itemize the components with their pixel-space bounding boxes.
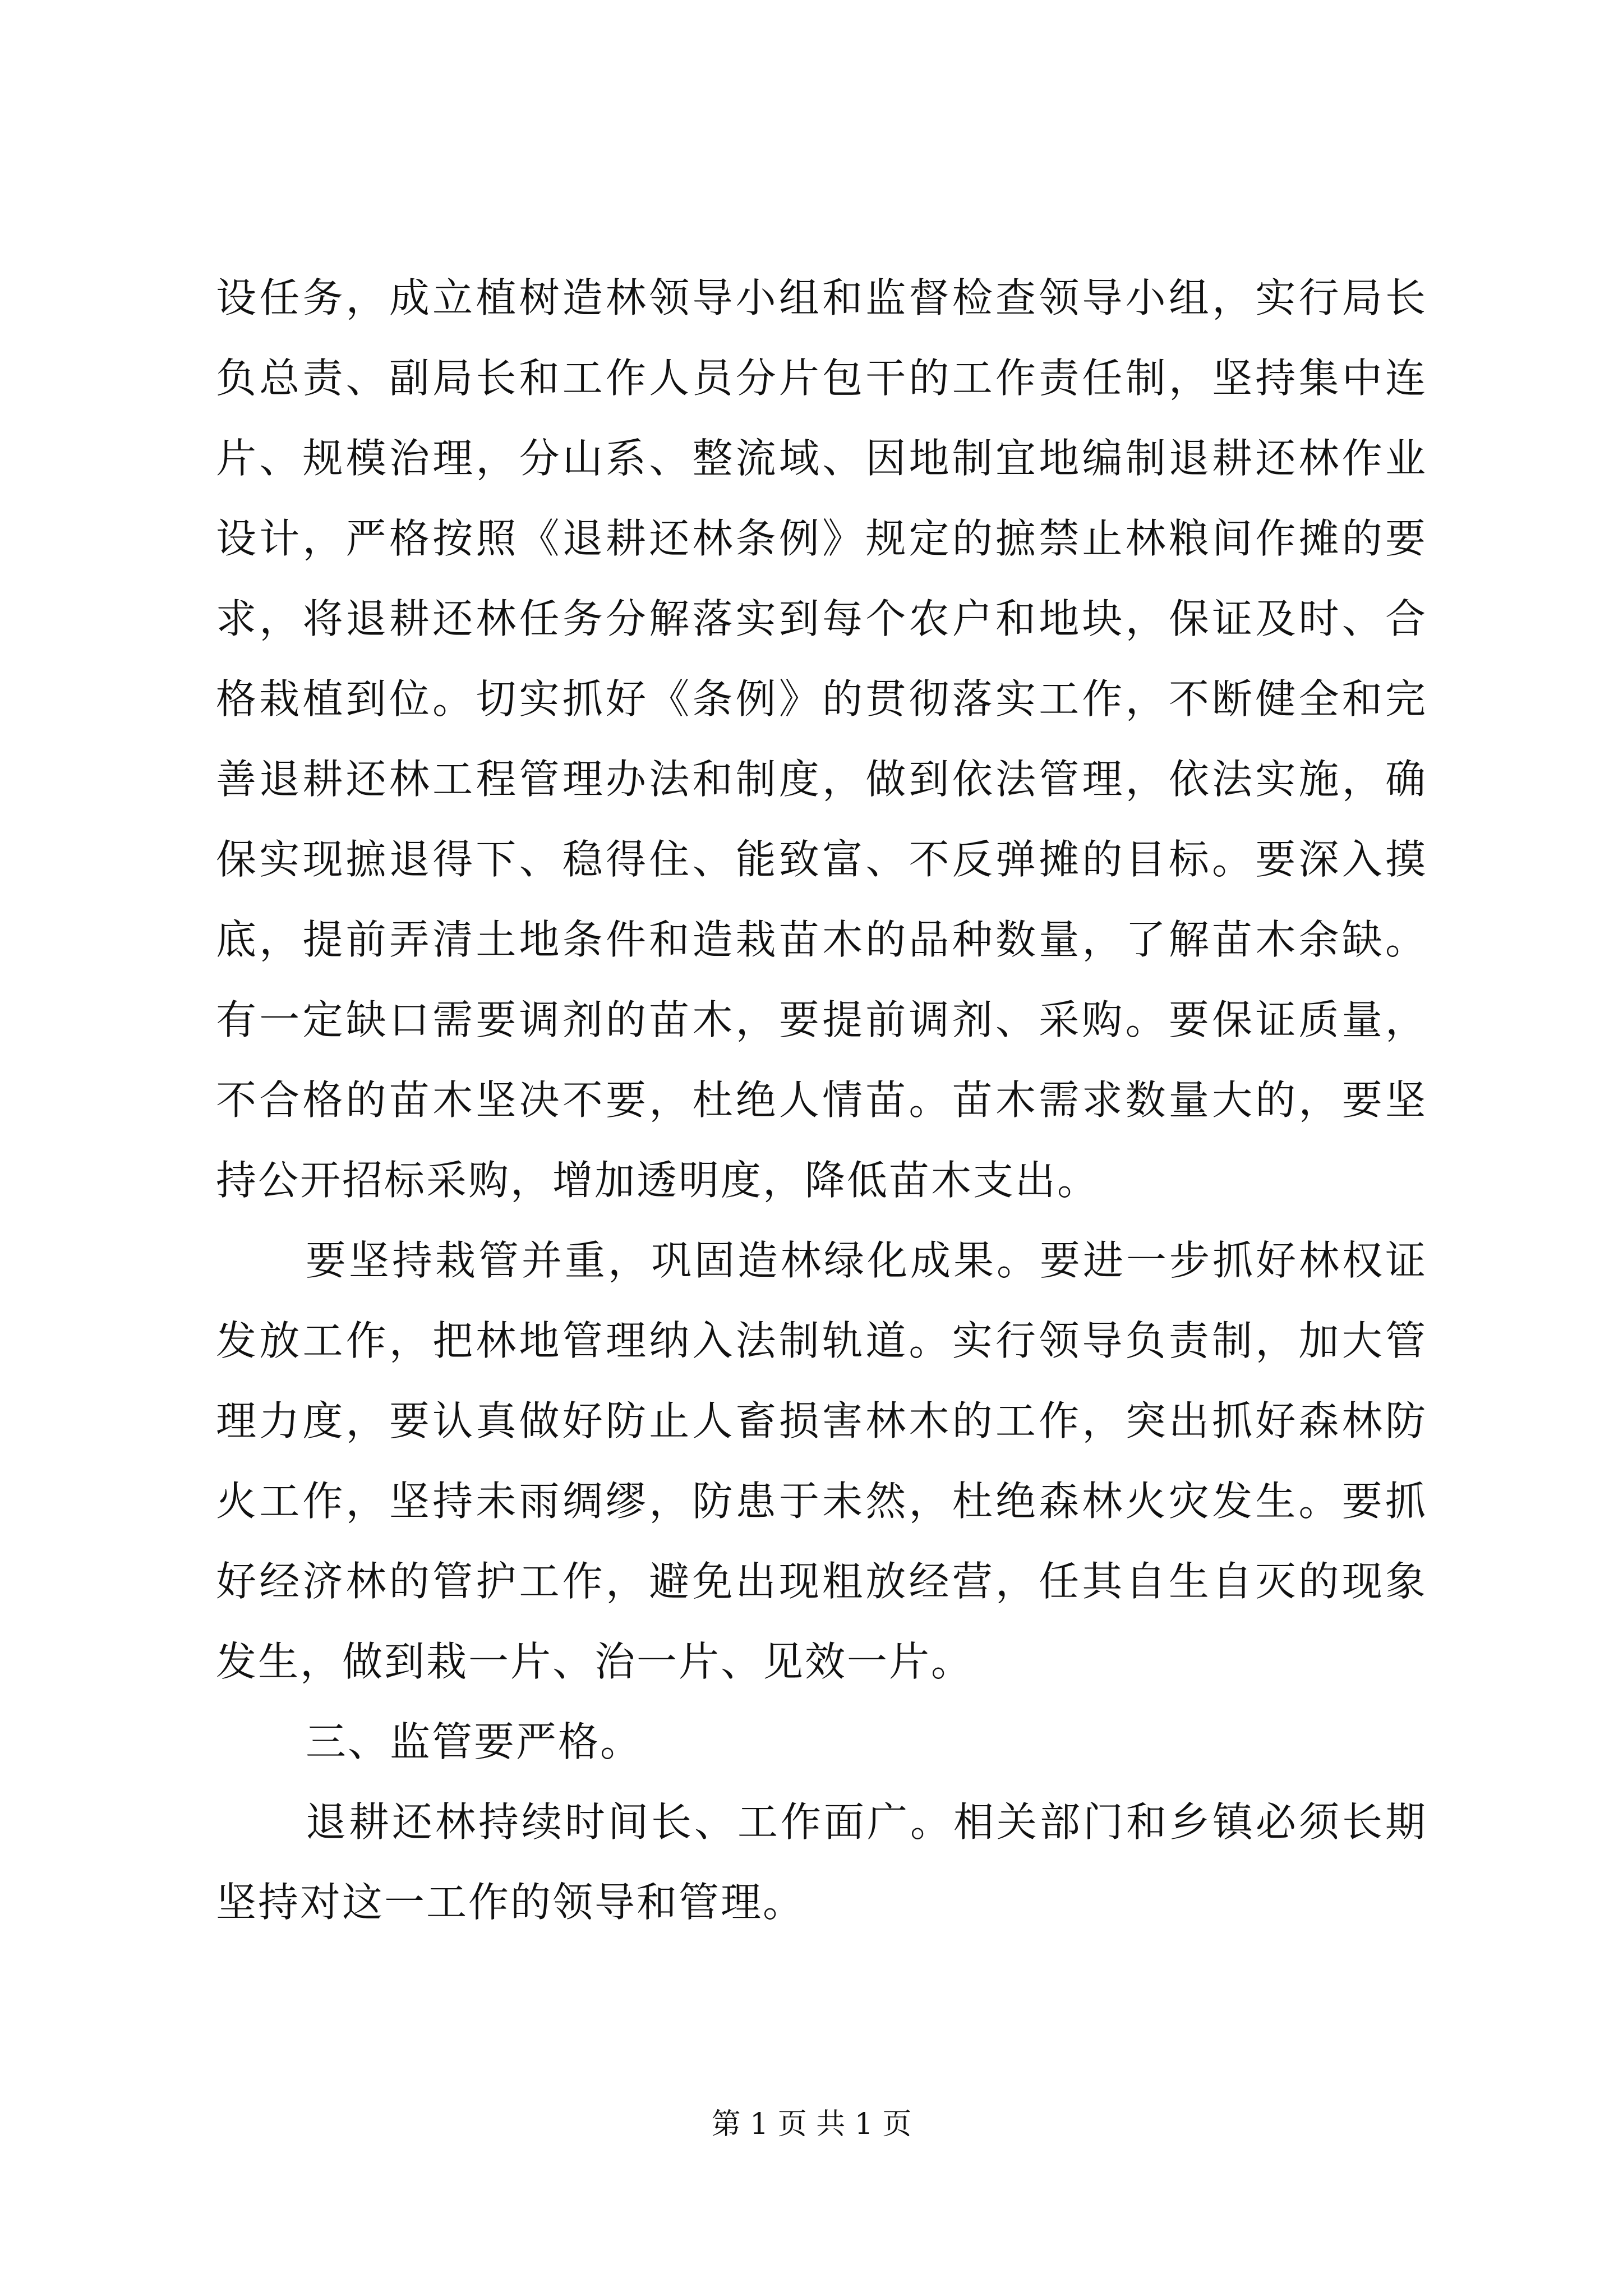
text-line: 设计，严格按照《退耕还林条例》规定的摭禁止林粮间作摊的要 <box>216 515 1427 562</box>
text-line: 求，将退耕还林任务分解落实到每个农户和地块，保证及时、合 <box>216 595 1427 642</box>
text-line: 底，提前弄清土地条件和造栽苗木的品种数量，了解苗木余缺。 <box>216 916 1427 963</box>
text-line: 火工作，坚持未雨绸缪，防患于未然，杜绝森林火灾发生。要抓 <box>216 1478 1427 1525</box>
text-line: 持公开招标采购，增加透明度，降低苗木支出。 <box>216 1157 1100 1204</box>
text-line: 片、规模治理，分山系、整流域、因地制宜地编制退耕还林作业 <box>216 435 1427 482</box>
text-line: 格栽植到位。切实抓好《条例》的贯彻落实工作，不断健全和完 <box>216 675 1427 723</box>
text-line: 发生，做到栽一片、治一片、见效一片。 <box>216 1638 974 1685</box>
paragraph-first-line: 退耕还林持续时间长、工作面广。相关部门和乡镇必须长期 <box>306 1798 1427 1846</box>
text-line: 好经济林的管护工作，避免出现粗放经营，任其自生自灭的现象 <box>216 1558 1427 1605</box>
text-line: 负总责、副局长和工作人员分片包干的工作责任制，坚持集中连 <box>216 355 1427 402</box>
text-line: 坚持对这一工作的领导和管理。 <box>216 1879 805 1926</box>
document-body <box>216 258 1427 1943</box>
text-line: 善退耕还林工程管理办法和制度，做到依法管理，依法实施，确 <box>216 756 1427 803</box>
section-heading: 三、监管要严格。 <box>306 1718 643 1765</box>
text-line: 理力度，要认真做好防止人畜损害林木的工作，突出抓好森林防 <box>216 1397 1427 1444</box>
text-line: 发放工作，把林地管理纳入法制轨道。实行领导负责制，加大管 <box>216 1317 1427 1364</box>
text-line: 保实现摭退得下、稳得住、能致富、不反弹摊的目标。要深入摸 <box>216 836 1427 883</box>
text-line: 不合格的苗木坚决不要，杜绝人情苗。苗木需求数量大的，要坚 <box>216 1076 1427 1124</box>
text-line: 有一定缺口需要调剂的苗木，要提前调剂、采购。要保证质量， <box>216 996 1427 1043</box>
text-line: 设任务，成立植树造林领导小组和监督检查领导小组，实行局长 <box>216 274 1427 321</box>
paragraph-first-line: 要坚持栽管并重，巩固造林绿化成果。要进一步抓好林权证 <box>306 1237 1427 1284</box>
page-footer: 第 1 页 共 1 页 <box>711 2108 912 2141</box>
